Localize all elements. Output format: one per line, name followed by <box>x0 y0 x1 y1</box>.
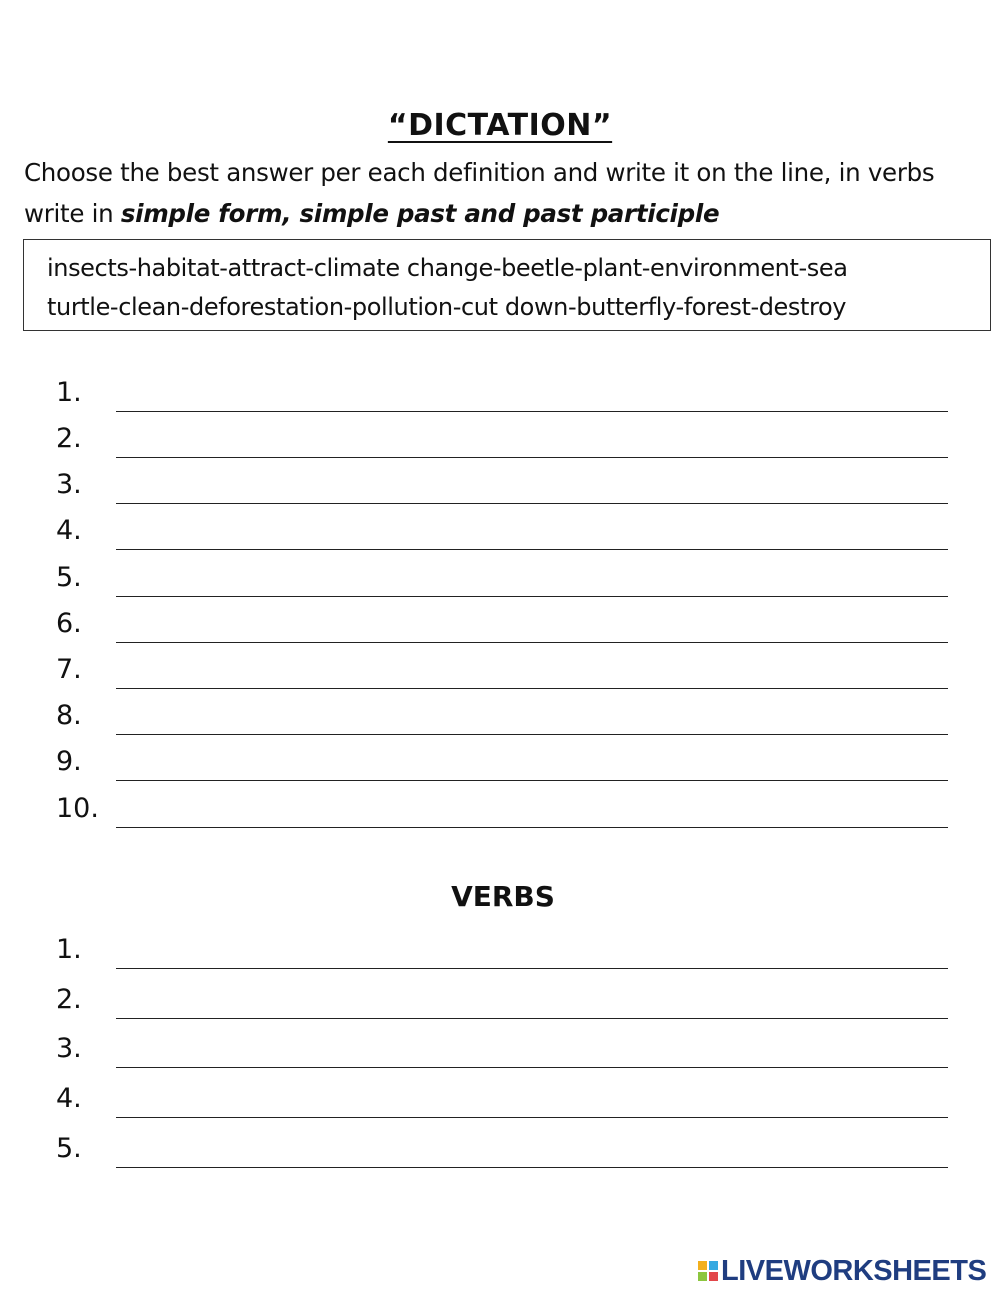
verb-row <box>0 1072 1000 1118</box>
item-number: 1. <box>56 934 82 965</box>
item-number: 3. <box>56 469 82 500</box>
logo-square <box>698 1272 707 1281</box>
item-number: 2. <box>56 423 82 454</box>
verb-row <box>0 923 1000 969</box>
verb-answer-line[interactable] <box>116 1117 948 1118</box>
liveworksheets-logo-icon <box>698 1261 718 1281</box>
item-number: 3. <box>56 1033 82 1064</box>
verbs-heading: VERBS <box>451 880 555 913</box>
verb-row <box>0 973 1000 1019</box>
instructions <box>24 152 984 234</box>
verb-answer-line[interactable] <box>116 1167 948 1168</box>
answer-row <box>0 597 1000 643</box>
item-number: 10. <box>56 793 99 824</box>
logo-text: LIVEWORKSHEETS <box>721 1254 987 1287</box>
logo-square <box>709 1272 718 1281</box>
item-number: 4. <box>56 515 82 546</box>
answer-row <box>0 643 1000 689</box>
answer-row <box>0 689 1000 735</box>
item-number: 1. <box>56 377 82 408</box>
answer-row <box>0 412 1000 458</box>
verb-answer-line[interactable] <box>116 968 948 969</box>
item-number: 8. <box>56 700 82 731</box>
answer-line[interactable] <box>116 827 948 828</box>
item-number: 2. <box>56 984 82 1015</box>
instructions-text: Choose the best answer per each definition and write it on the line, in verbs write in <box>24 158 935 228</box>
item-number: 5. <box>56 1133 82 1164</box>
item-number: 6. <box>56 608 82 639</box>
answer-row <box>0 551 1000 597</box>
item-number: 7. <box>56 654 82 685</box>
item-number: 4. <box>56 1083 82 1114</box>
verb-row <box>0 1122 1000 1168</box>
verb-row <box>0 1022 1000 1068</box>
verb-answer-line[interactable] <box>116 1018 948 1019</box>
answer-row <box>0 504 1000 550</box>
item-number: 9. <box>56 746 82 777</box>
logo-square <box>698 1261 707 1270</box>
item-number: 5. <box>56 562 82 593</box>
word-bank-line-1: insects-habitat-attract-climate change-beetle-plant-environment-sea <box>47 254 848 282</box>
answer-line[interactable] <box>116 549 948 550</box>
liveworksheets-logo[interactable] <box>698 1254 986 1288</box>
answer-line[interactable] <box>116 780 948 781</box>
logo-square <box>709 1261 718 1270</box>
page-title: “DICTATION” <box>387 108 613 143</box>
answer-row <box>0 782 1000 828</box>
verb-answer-line[interactable] <box>116 1067 948 1068</box>
answer-row <box>0 458 1000 504</box>
answer-row <box>0 366 1000 412</box>
word-bank-line-2: turtle-clean-deforestation-pollution-cut down-butterfly-forest-destroy <box>47 293 847 321</box>
word-bank <box>23 239 991 331</box>
answer-row <box>0 735 1000 781</box>
instructions-emphasis: simple form, simple past and past participle <box>120 199 720 228</box>
